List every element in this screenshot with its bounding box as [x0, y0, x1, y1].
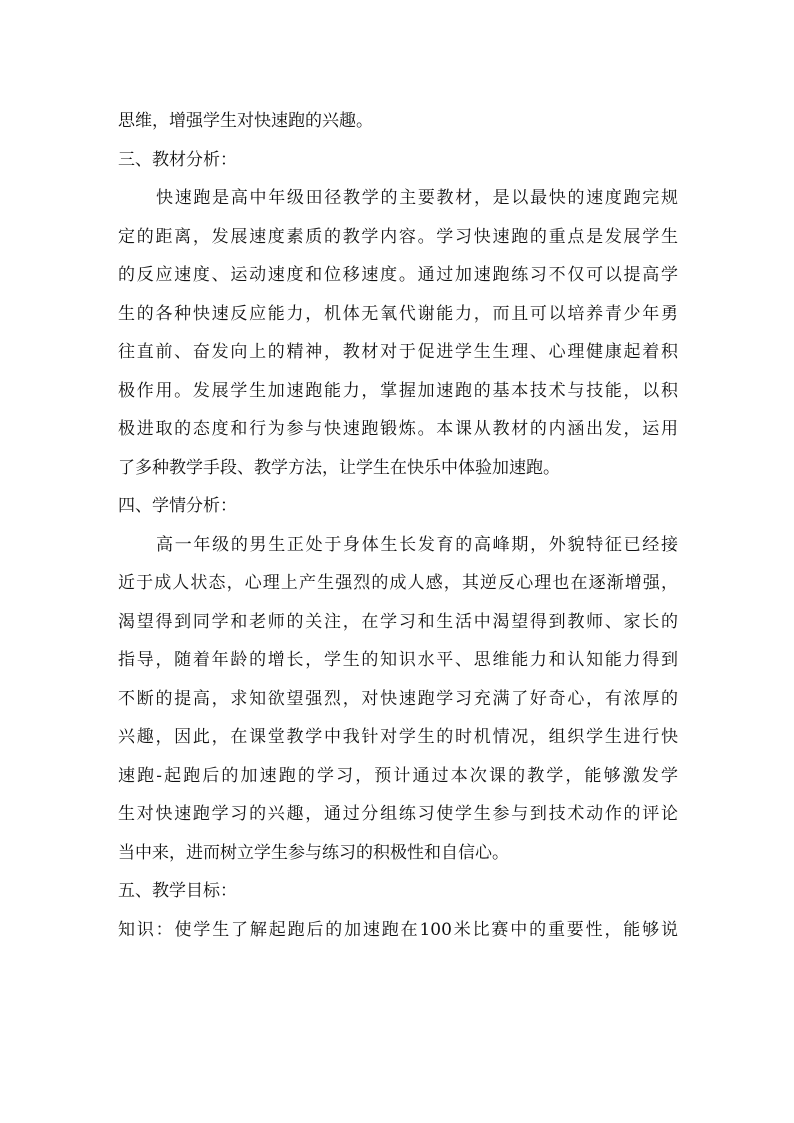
text-line: 不断的提高，求知欲望强烈，对快速跑学习充满了好奇心，有浓厚的 — [118, 688, 678, 709]
text-line: 四、学情分析： — [118, 496, 237, 516]
text-line: 渴望得到同学和老师的关注，在学习和生活中渴望得到教师、家长的 — [118, 611, 678, 632]
text-line: 极进取的态度和行为参与快速跑锻炼。本课从教材的内涵出发，运用 — [118, 419, 678, 439]
text-line: 定的距离，发展速度素质的教学内容。学习快速跑的重点是发展学生 — [118, 226, 678, 247]
text-line: 当中来，进而树立学生参与练习的积极性和自信心。 — [118, 842, 509, 863]
text-line: 往直前、奋发向上的精神，教材对于促进学生生理、心理健康起着积 — [118, 342, 678, 362]
text-line: 三、教材分析： — [118, 149, 237, 170]
text-line: 知识：使学生了解起跑后的加速跑在100米比赛中的重要性，能够说 — [118, 919, 678, 940]
text-line: 生对快速跑学习的兴趣，通过分组练习使学生参与到技术动作的评论 — [118, 804, 678, 824]
text-line: 了多种教学手段、教学方法，让学生在快乐中体验加速跑。 — [118, 457, 560, 478]
text-line: 的反应速度、运动速度和位移速度。通过加速跑练习不仅可以提高学 — [118, 265, 678, 285]
text-line: 五、教学目标： — [118, 881, 237, 901]
document-page — [118, 102, 678, 949]
text-line: 兴趣，因此，在课堂教学中我针对学生的时机情况，组织学生进行快 — [118, 727, 678, 747]
text-line: 速跑-起跑后的加速跑的学习，预计通过本次课的教学，能够激发学 — [118, 765, 678, 786]
text-line: 近于成人状态，心理上产生强烈的成人感，其逆反心理也在逐渐增强， — [118, 573, 678, 593]
text-line: 指导，随着年龄的增长，学生的知识水平、思维能力和认知能力得到 — [118, 650, 678, 670]
text-line: 快速跑是高中年级田径教学的主要教材，是以最快的速度跑完规 — [156, 188, 678, 208]
text-line: 生的各种快速反应能力，机体无氧代谢能力，而且可以培养青少年勇 — [118, 303, 678, 324]
document-body — [118, 102, 678, 949]
text-line: 极作用。发展学生加速跑能力，掌握加速跑的基本技术与技能，以积 — [118, 380, 678, 401]
text-line: 思维，增强学生对快速跑的兴趣。 — [118, 111, 373, 131]
text-line: 高一年级的男生正处于身体生长发育的高峰期，外貌特征已经接 — [156, 534, 678, 555]
